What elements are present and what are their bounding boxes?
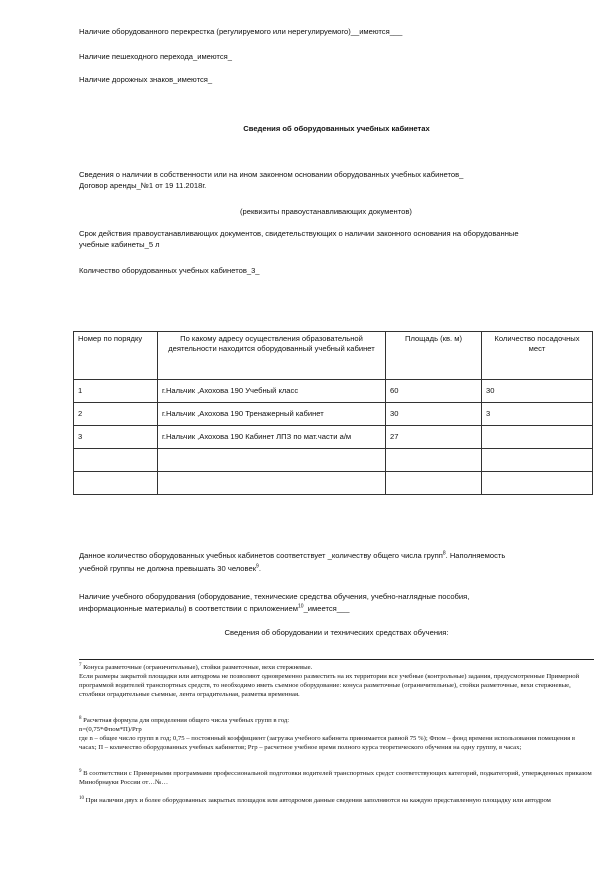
footnote-8	[79, 717, 594, 752]
footnote-7	[79, 664, 594, 699]
footnote-10	[79, 797, 594, 806]
cell-area	[386, 449, 482, 472]
road-signs-line: Наличие дорожных знаков_имеются_	[79, 75, 213, 84]
cell-area: 60	[386, 380, 482, 403]
cabinets-table	[73, 331, 593, 495]
equipment-line-2	[79, 604, 349, 614]
cell-number: 2	[74, 403, 158, 426]
footnote-9-text: В соответствии с Примерными программами профессиональной подготовки водителей транспортных средст соответствующих категорий, подкатегорий, утвержденных приказом Минобрнауки России от…№…	[79, 770, 592, 786]
groups-text-a: Данное количество оборудованных учебных кабинетов соответствует _количеству общего числа групп	[79, 551, 443, 560]
cell-number: 3	[74, 426, 158, 449]
groups-line-1	[79, 551, 505, 561]
footnote-8-body: где n – общее число групп в год; 0,75 – постоянный коэффициент (загрузка учебного кабинета принимается равной 75 %); Фпом – фонд времени использования помещения в часах; П – количество оборудованных учебных кабинетов; Ргр – расчетное учебное время полного курса теоретического обучения на одну группу, в часах;	[79, 734, 576, 751]
footnote-8-number: 8	[79, 715, 82, 721]
cell-address	[158, 449, 386, 472]
header-seats: Количество посадочных мест	[482, 332, 593, 380]
requisites-caption: (реквизиты правоустанавливающих документов)	[240, 207, 412, 216]
cell-number: 1	[74, 380, 158, 403]
footnote-7-line1: Конуса разметочные (ограничительные), стойки разметочные, вехи стержневые.	[81, 664, 313, 671]
table-row	[74, 403, 593, 426]
footnote-9-number: 9	[79, 768, 82, 774]
cell-seats	[482, 426, 593, 449]
cell-seats: 30	[482, 380, 593, 403]
header-address: По какому адресу осуществления образовательной деятельности находится оборудованный учебный кабинет	[158, 332, 386, 380]
table-header-row	[74, 332, 593, 380]
header-number: Номер по порядку	[74, 332, 158, 380]
cell-address	[158, 472, 386, 495]
section-title: Сведения об оборудованных учебных кабинетах	[243, 124, 430, 133]
equipment-heading: Сведения об оборудовании и технических средствах обучения:	[224, 628, 449, 637]
pedestrian-crossing-line: Наличие пешеходного перехода_имеются_	[79, 52, 232, 61]
footnote-ref-9: 9	[256, 563, 259, 570]
footnote-10-text: При наличии двух и более оборудованных закрытых площадок или автодромов данные сведения заполняются на каждую представленную площадку или автодром	[84, 797, 551, 804]
cell-address: г.Нальчик ,Ахохова 190 Кабинет ЛПЗ по мат.части а/м	[158, 426, 386, 449]
footnote-10-number: 10	[79, 795, 84, 801]
validity-line-2: учебные кабинеты_5 л	[79, 240, 160, 249]
footnote-7-number: 7	[79, 662, 82, 668]
cell-number	[74, 472, 158, 495]
equipment-line-1: Наличие учебного оборудования (оборудование, технические средства обучения, учебно-наглядные пособия,	[79, 592, 470, 601]
ownership-line-2: Договор аренды_№1 от 19 11.2018г.	[79, 181, 207, 190]
cabinet-count-line: Количество оборудованных учебных кабинетов_3_	[79, 266, 260, 275]
footnote-divider	[79, 659, 594, 660]
cell-address: г.Нальчик ,Ахохова 190 Учебный класс	[158, 380, 386, 403]
footnote-ref-10: 10	[298, 603, 304, 610]
cell-seats	[482, 449, 593, 472]
table-row	[74, 380, 593, 403]
ownership-line-1: Сведения о наличии в собственности или на ином законном основании оборудованных учебных кабинетов_	[79, 170, 464, 179]
groups-line-2	[79, 564, 261, 574]
equipment-text-b: _имеется___	[303, 604, 350, 613]
validity-line-1: Срок действия правоустанавливающих документов, свидетельствующих о наличии законного основания на оборудованные	[79, 229, 519, 238]
cell-area: 30	[386, 403, 482, 426]
table-row	[74, 472, 593, 495]
cell-seats: 3	[482, 403, 593, 426]
footnote-8-formula: n=(0,75*Фпом*П)/Ргр	[79, 725, 142, 733]
table-row	[74, 426, 593, 449]
footnote-8-line1: Расчетная формула для определения общего числа учебных групп в год:	[81, 717, 290, 724]
cell-area	[386, 472, 482, 495]
footnote-9	[79, 770, 594, 788]
groups-text-d: .	[258, 564, 261, 573]
header-area: Площадь (кв. м)	[386, 332, 482, 380]
cell-area: 27	[386, 426, 482, 449]
cell-seats	[482, 472, 593, 495]
groups-text-c: учебной группы не должна превышать 30 человек	[79, 564, 257, 573]
cell-address: г.Нальчик ,Ахохова 190 Тренажерный кабинет	[158, 403, 386, 426]
cell-number	[74, 449, 158, 472]
groups-text-b: . Наполняемость	[445, 551, 506, 560]
footnote-ref-8: 8	[442, 550, 446, 557]
equipment-text-a: информационные материалы) в соответствии с приложением	[79, 604, 298, 613]
footnote-7-body: Если размеры закрытой площадки или автодрома не позволяют одновременно разместить на их территории все учебные (контрольные) задания, предусмотренные Примерной программой водителей транспортных средств, то необходимо иметь съемное оборудование: конуса разметочные (ограничительные), стойки разметочные, вехи стержневые, столбики оградительные съемные, лента оградительная, разметка временная.	[79, 672, 580, 698]
table-row	[74, 449, 593, 472]
crossing-line: Наличие оборудованного перекрестка (регулируемого или нерегулируемого)__имеются___	[79, 27, 403, 36]
